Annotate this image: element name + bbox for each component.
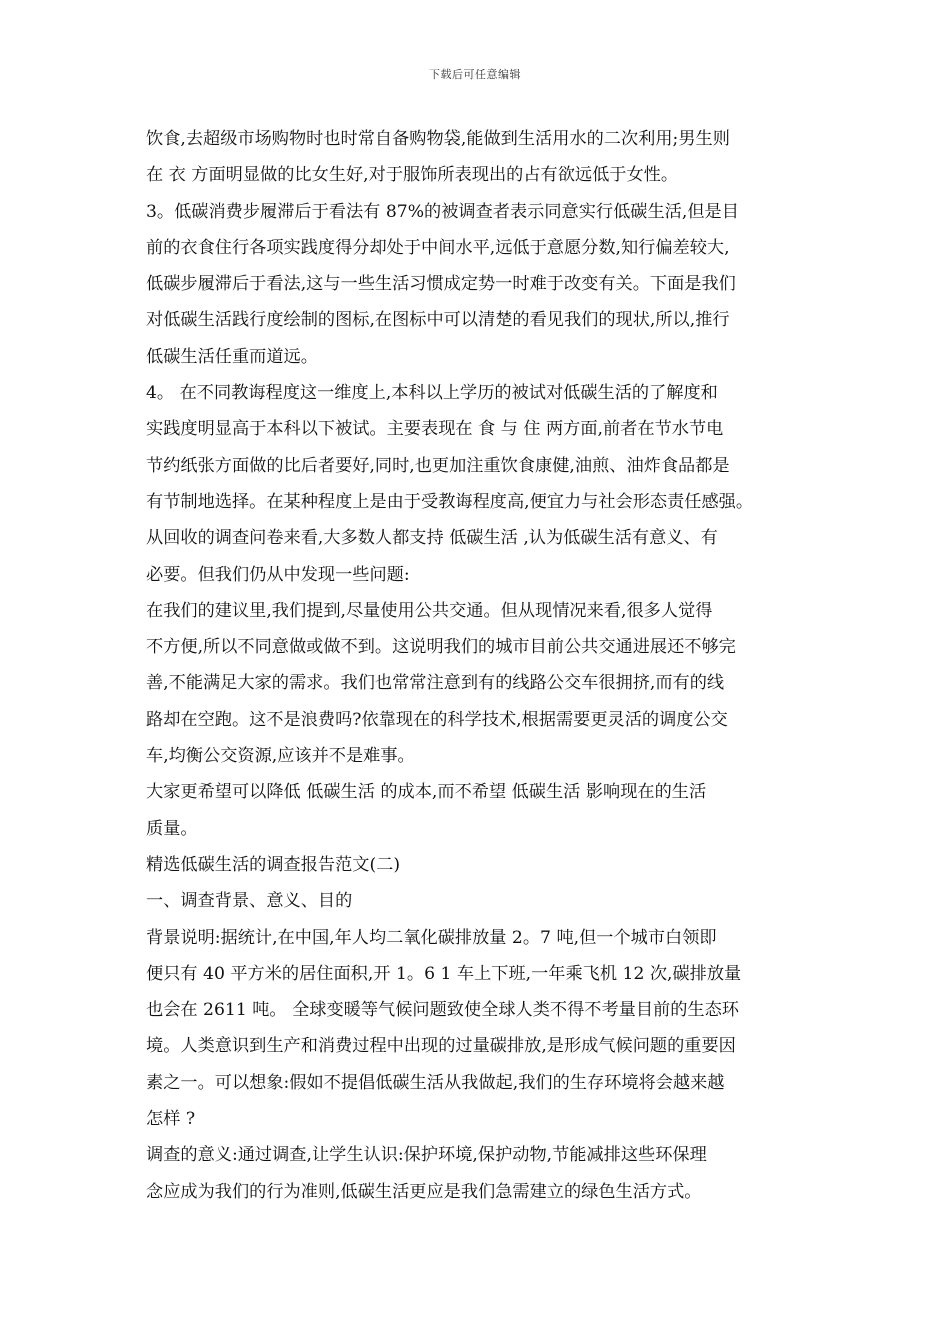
text-line: 便只有 40 平方米的居住面积,开 1。6 1 车上下班,一年乘飞机 12 次,碳排放量 xyxy=(146,963,742,984)
text-line: 低碳生活任重而道远。 xyxy=(146,346,318,367)
text-line: 从回收的调查问卷来看,大多数人都支持 低碳生活 ,认为低碳生活有意义、有 xyxy=(146,528,718,549)
page-header: 下载后可任意编辑 xyxy=(429,68,521,81)
text-line: 车,均衡公交资源,应该并不是难事。 xyxy=(146,746,415,767)
text-line: 也会在 2611 吨。 全球变暖等气候问题致使全球人类不得不考量目前的生态环 xyxy=(146,1000,739,1021)
text-line: 调查的意义:通过调查,让学生认识:保护环境,保护动物,节能减排这些环保理 xyxy=(146,1145,707,1166)
section-heading: 精选低碳生活的调查报告范文(二) xyxy=(146,854,401,875)
text-line: 不方便,所以不同意做或做不到。这说明我们的城市目前公共交通进展还不够完 xyxy=(146,637,736,658)
text-line: 境。人类意识到生产和消费过程中出现的过量碳排放,是形成气候问题的重要因 xyxy=(146,1036,736,1057)
text-line: 3。低碳消费步履滞后于看法有 87%的被调查者表示同意实行低碳生活,但是目 xyxy=(146,201,739,222)
text-line: 对低碳生活践行度绘制的图标,在图标中可以清楚的看见我们的现状,所以,推行 xyxy=(146,310,730,331)
text-line: 质量。 xyxy=(146,818,198,839)
text-line: 低碳步履滞后于看法,这与一些生活习惯成定势一时难于改变有关。下面是我们 xyxy=(146,274,736,295)
text-line: 念应成为我们的行为准则,低碳生活更应是我们急需建立的绿色生活方式。 xyxy=(146,1181,702,1202)
text-line: 背景说明:据统计,在中国,年人均二氧化碳排放量 2。7 吨,但一个城市白领即 xyxy=(146,927,717,948)
text-line: 在 衣 方面明显做的比女生好,对于服饰所表现出的占有欲远低于女性。 xyxy=(146,165,679,186)
text-line: 实践度明显高于本科以下被试。主要表现在 食 与 住 两方面,前者在节水节电 xyxy=(146,419,724,440)
text-line: 有节制地选择。在某种程度上是由于受教诲程度高,便宜力与社会形态责任感强。 xyxy=(146,491,754,512)
text-line: 节约纸张方面做的比后者要好,同时,也更加注重饮食康健,油煎、油炸食品都是 xyxy=(146,455,730,476)
body-text xyxy=(146,121,816,1210)
text-line: 怎样 ? xyxy=(146,1109,196,1130)
text-line: 素之一。可以想象:假如不提倡低碳生活从我做起,我们的生存环境将会越来越 xyxy=(146,1072,725,1093)
text-line: 善,不能满足大家的需求。我们也常常注意到有的线路公交车很拥挤,而有的线 xyxy=(146,673,725,694)
text-line: 前的衣食住行各项实践度得分却处于中间水平,远低于意愿分数,知行偏差较大, xyxy=(146,237,730,258)
text-line: 必要。但我们仍从中发现一些问题: xyxy=(146,564,410,585)
subsection-heading: 一、调查背景、意义、目的 xyxy=(146,891,353,912)
text-line: 在我们的建议里,我们提到,尽量使用公共交通。但从现情况来看,很多人觉得 xyxy=(146,600,713,621)
text-line: 4。 在不同教诲程度这一维度上,本科以上学历的被试对低碳生活的了解度和 xyxy=(146,383,718,404)
text-line: 大家更希望可以降低 低碳生活 的成本,而不希望 低碳生活 影响现在的生活 xyxy=(146,782,707,803)
text-line: 饮食,去超级市场购物时也时常自备购物袋,能做到生活用水的二次利用;男生则 xyxy=(146,129,730,149)
text-line: 路却在空跑。这不是浪费吗?依靠现在的科学技术,根据需要更灵活的调度公交 xyxy=(146,709,728,730)
